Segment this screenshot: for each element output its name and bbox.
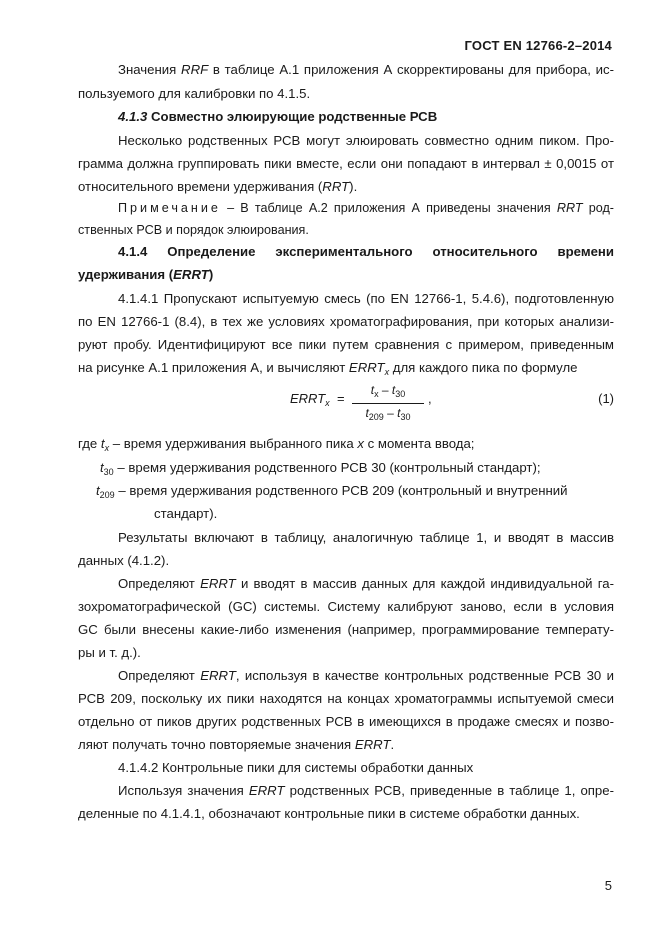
paragraph-line: GC были внесены какие-либо изменения (например, программирование температу- [78,622,614,637]
paragraph-line: Результаты включают в таблицу, аналогичную таблице 1, и вводят в массив [118,530,614,545]
where-line-cont: стандарт). [154,506,218,521]
paragraph-line: относительного времени удерживания (RRT). [78,179,358,194]
formula-numerator: $t_x - t_{30}$ [370,383,406,399]
where-line-t30: $t_{30}$ – время удерживания родственного РСВ 30 (контрольный стандарт); [100,460,541,477]
note-line: Примечание – В таблице А.2 приложения А приведены значения RRT род- [118,201,614,215]
paragraph-line: РСВ 209, поскольку их пики находятся на концах хроматограммы испытуемой смеси [78,691,614,706]
paragraph-line: Определяют ERRT и вводят в массив данных для каждой индивидуальной га- [118,576,614,591]
errt-formula [290,382,460,422]
paragraph-line: грамма должна группировать пики вместе, если они попадают в интервал ± 0,0015 от [78,156,614,171]
formula-denominator: $t_{209} - t_{30}$ [365,406,411,422]
paragraph-line: Значения RRF в таблице А.1 приложения А скорректированы для прибора, ис- [118,62,615,77]
document-id-header: ГОСТ EN 12766-2–2014 [464,38,612,53]
paragraph-line: Несколько родственных РСВ могут элюировать совместно одним пиком. Про- [118,133,614,148]
paragraph-line: ляют получать точно повторяемые значения ERRT. [78,737,395,752]
paragraph-line: отдельно от пиков других родственных РСВ в имеющихся в продаже смесях и позво- [78,714,614,729]
where-line-t209: $t_{209}$ – время удерживания родственного РСВ 209 (контрольный и внутренний [96,483,568,500]
formula-fraction [352,382,424,425]
section-heading-4-1-4-2: 4.1.4.2 Контрольные пики для системы обработки данных [118,760,474,775]
paragraph-line: данных (4.1.2). [78,553,170,568]
equation-number: (1) [598,391,614,406]
paragraph-line: по EN 12766-1 (8.4), в тех же условиях хроматографирования, при которых анализи- [78,314,614,329]
where-line-tx: где $t_x$ – время удерживания выбранного пика x с момента ввода; [78,436,475,453]
paragraph-line: на рисунке А.1 приложения А, и вычисляют $ERRT_x$ для каждого пика по формуле [78,360,578,377]
paragraph-line: зохроматографической (GC) системы. Систему калибруют заново, если в условия [78,599,614,614]
paragraph-line: Определяют ERRT, используя в качестве контрольных родственные РСВ 30 и [118,668,614,683]
note-line: ственных РСВ и порядок элюирования. [78,223,309,237]
page-number: 5 [604,878,612,893]
formula-lhs: $ERRT_x$ [290,391,330,408]
section-heading-4-1-3: 4.1.3 Совместно элюирующие родственные РСВ [118,109,438,124]
formula-equals: = [337,391,345,406]
section-heading-4-1-4: 4.1.4 Определение экспериментального относительного времени [118,244,614,259]
paragraph-line: Используя значения ERRT родственных РСВ, приведенные в таблице 1, опре- [118,783,614,798]
paragraph-line: ры и т. д.). [78,645,141,660]
paragraph-line: руют пробу. Идентифицируют все пики путем сравнения с примером, приведенным [78,337,614,352]
paragraph-line: пользуемого для калибровки по 4.1.5. [78,86,311,101]
fraction-bar [352,403,424,404]
formula-comma: , [428,391,432,406]
section-heading-4-1-4-cont: удерживания (ERRT) [78,267,214,282]
paragraph-line: деленные по 4.1.4.1, обозначают контрольные пики в системе обработки данных. [78,806,580,821]
paragraph-line: 4.1.4.1 Пропускают испытуемую смесь (по EN 12766-1, 5.4.6), подготовленную [118,291,614,306]
